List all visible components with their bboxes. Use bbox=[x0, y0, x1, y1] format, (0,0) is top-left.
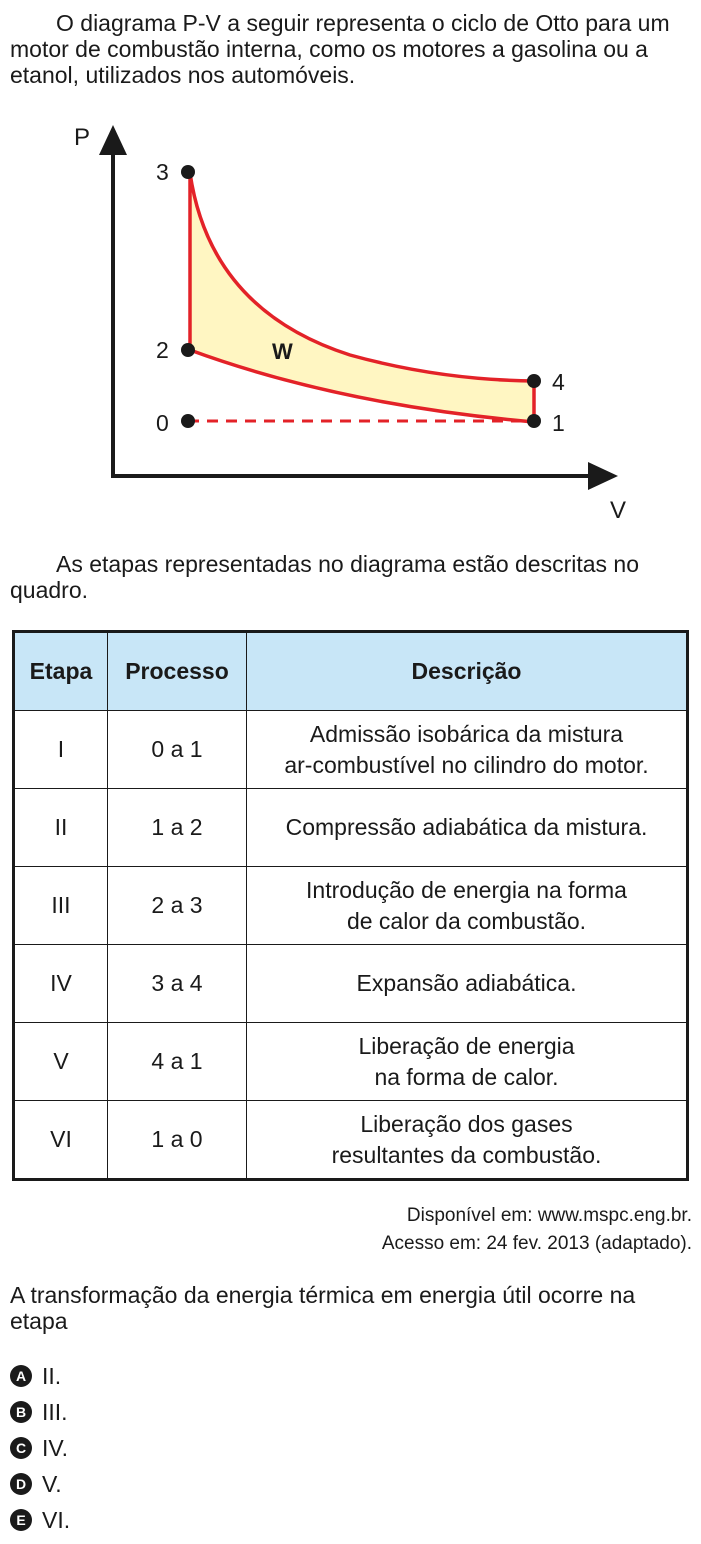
table-row bbox=[14, 1101, 688, 1180]
desc-line: Admissão isobárica da mistura bbox=[309, 720, 624, 747]
cell-etapa: V bbox=[14, 1023, 108, 1101]
table-row bbox=[14, 711, 688, 789]
answer-options bbox=[10, 1358, 70, 1538]
point-4-label: 4 bbox=[552, 369, 565, 395]
point-1 bbox=[527, 414, 541, 428]
point-0-label: 0 bbox=[156, 410, 169, 436]
cell-descricao bbox=[247, 789, 688, 867]
desc-line: Compressão adiabática da mistura. bbox=[285, 814, 648, 840]
option-e[interactable] bbox=[10, 1502, 70, 1538]
cell-etapa: VI bbox=[14, 1101, 108, 1180]
table-row bbox=[14, 945, 688, 1023]
question-stem: A transformação da energia térmica em energia útil ocorre na etapa bbox=[10, 1282, 636, 1334]
access-line: Acesso em: 24 fev. 2013 (adaptado). bbox=[381, 1233, 692, 1254]
cell-processo: 2 a 3 bbox=[108, 867, 247, 945]
cell-etapa: III bbox=[14, 867, 108, 945]
table-row bbox=[14, 789, 688, 867]
option-letter-badge: A bbox=[10, 1365, 32, 1387]
point-3-label: 3 bbox=[156, 159, 169, 185]
desc-line: de calor da combustão. bbox=[346, 907, 587, 934]
p-axis-arrow bbox=[99, 125, 127, 155]
option-a[interactable] bbox=[10, 1358, 70, 1394]
pv-diagram bbox=[60, 115, 630, 527]
cell-processo: 3 a 4 bbox=[108, 945, 247, 1023]
option-c[interactable] bbox=[10, 1430, 70, 1466]
table-row bbox=[14, 1023, 688, 1101]
v-axis-arrow bbox=[588, 462, 618, 490]
option-text: VI. bbox=[42, 1506, 71, 1533]
cell-etapa: IV bbox=[14, 945, 108, 1023]
option-d[interactable] bbox=[10, 1466, 70, 1502]
cell-processo: 1 a 2 bbox=[108, 789, 247, 867]
header-processo: Processo bbox=[108, 632, 247, 711]
desc-line: ar-combustível no cilindro do motor. bbox=[284, 751, 649, 778]
cell-processo: 1 a 0 bbox=[108, 1101, 247, 1180]
p-axis-label: P bbox=[74, 124, 91, 151]
point-2 bbox=[181, 343, 195, 357]
option-text: IV. bbox=[42, 1434, 69, 1461]
intro-paragraph: O diagrama P-V a seguir representa o ciclo de Otto para um motor de combustão interna, como os motores a gasolina ou a etanol, utilizados nos automóveis. bbox=[10, 10, 670, 88]
desc-line: Expansão adiabática. bbox=[356, 970, 577, 996]
point-3 bbox=[181, 165, 195, 179]
option-text: II. bbox=[42, 1362, 62, 1389]
stages-intro-paragraph: As etapas representadas no diagrama estão descritas no quadro. bbox=[10, 551, 640, 603]
point-0 bbox=[181, 414, 195, 428]
desc-line: na forma de calor. bbox=[374, 1063, 559, 1090]
cell-descricao bbox=[247, 711, 688, 789]
stages-table bbox=[12, 630, 689, 1181]
desc-line: Liberação dos gases bbox=[360, 1110, 573, 1137]
point-1-label: 1 bbox=[552, 410, 565, 436]
point-4 bbox=[527, 374, 541, 388]
work-label: W bbox=[272, 339, 293, 364]
option-letter-badge: D bbox=[10, 1473, 32, 1495]
desc-line: Liberação de energia bbox=[358, 1032, 575, 1059]
option-letter-badge: E bbox=[10, 1509, 32, 1531]
header-etapa: Etapa bbox=[14, 632, 108, 711]
table-header-row bbox=[14, 632, 688, 711]
cell-descricao bbox=[247, 945, 688, 1023]
cell-descricao bbox=[247, 1023, 688, 1101]
source-citation bbox=[382, 1202, 692, 1258]
table-row bbox=[14, 867, 688, 945]
option-letter-badge: B bbox=[10, 1401, 32, 1423]
desc-line: Introdução de energia na forma bbox=[306, 876, 627, 903]
point-2-label: 2 bbox=[156, 337, 169, 363]
source-line: Disponível em: www.mspc.eng.br. bbox=[406, 1205, 692, 1226]
cell-etapa: I bbox=[14, 711, 108, 789]
desc-line: resultantes da combustão. bbox=[331, 1141, 602, 1168]
v-axis-label: V bbox=[610, 497, 627, 524]
option-text: III. bbox=[42, 1398, 68, 1425]
option-letter-badge: C bbox=[10, 1437, 32, 1459]
cell-processo: 0 a 1 bbox=[108, 711, 247, 789]
header-descricao: Descrição bbox=[247, 632, 688, 711]
option-b[interactable] bbox=[10, 1394, 70, 1430]
work-area bbox=[190, 173, 534, 422]
cell-etapa: II bbox=[14, 789, 108, 867]
cell-processo: 4 a 1 bbox=[108, 1023, 247, 1101]
option-text: V. bbox=[42, 1470, 62, 1497]
cell-descricao bbox=[247, 867, 688, 945]
cell-descricao bbox=[247, 1101, 688, 1180]
